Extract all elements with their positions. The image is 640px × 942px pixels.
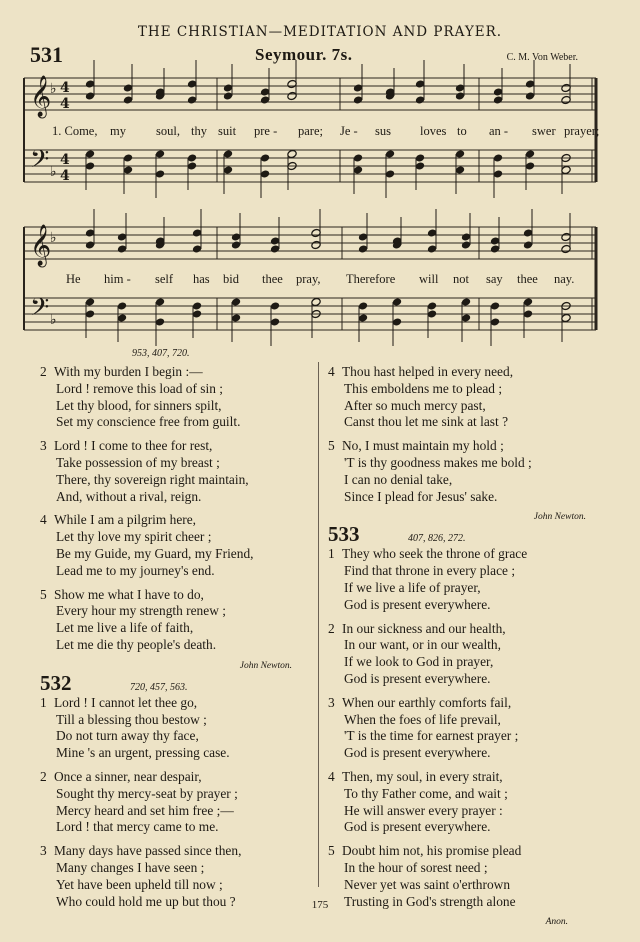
verse-line xyxy=(328,438,598,455)
verse-text: There, thy sovereign right maintain, xyxy=(56,471,249,487)
verse xyxy=(40,364,310,431)
verse-text: Find that throne in every place ; xyxy=(344,563,516,579)
verse-text: He will answer every prayer : xyxy=(344,802,503,818)
running-title: THE CHRISTIAN—MEDITATION AND PRAYER. xyxy=(137,24,503,40)
verse xyxy=(328,769,598,836)
verse-line xyxy=(40,803,310,820)
verse-line xyxy=(40,637,310,654)
right-column xyxy=(328,364,598,927)
verse xyxy=(40,587,310,654)
verse-text: In our sickness and our health, xyxy=(342,620,506,636)
verse-line xyxy=(328,712,598,729)
verse-text: 'T is thy goodness makes me bold ; xyxy=(344,454,532,470)
lyric-syllable: pray, xyxy=(296,272,321,286)
lyric-syllable: Je - xyxy=(340,124,358,138)
verse-number: 2 xyxy=(40,768,47,784)
verse xyxy=(328,364,598,431)
verse-line xyxy=(328,654,598,671)
lyric-syllable: an - xyxy=(489,124,509,138)
verse-text: In the hour of sorest need ; xyxy=(344,859,488,875)
verse-number: 4 xyxy=(40,512,47,528)
verse-text: Lord ! that mercy came to me. xyxy=(56,819,219,835)
verse-line xyxy=(40,843,310,860)
hymn-531-author: John Newton. xyxy=(239,660,292,671)
lyric-syllable: He xyxy=(66,272,81,286)
lyric-syllable: self xyxy=(155,272,174,286)
flat-icon: ♭ xyxy=(50,230,57,246)
verse-line xyxy=(328,637,598,654)
lyric-syllable: will xyxy=(419,272,439,286)
lyric-syllable: soul, xyxy=(156,124,180,138)
verse-text: While I am a pilgrim here, xyxy=(54,512,197,528)
verse-line xyxy=(328,455,598,472)
verse-line xyxy=(328,398,598,415)
verse-line xyxy=(328,877,598,894)
verse-text: No, I must maintain my hold ; xyxy=(342,438,504,454)
verse xyxy=(328,621,598,688)
verse-text: Till a blessing thou bestow ; xyxy=(56,711,207,727)
verse xyxy=(40,769,310,836)
verse-line xyxy=(328,546,598,563)
verse-text: If we live a life of prayer, xyxy=(344,579,481,595)
verse-line xyxy=(328,843,598,860)
verse-line xyxy=(328,597,598,614)
verse-line xyxy=(328,621,598,638)
verse-text: Lord ! remove this load of sin ; xyxy=(56,380,223,396)
lyric-syllable: thee xyxy=(517,272,538,286)
verse-line xyxy=(328,671,598,688)
hymn-531-continued-verses xyxy=(328,364,598,505)
verse-line xyxy=(40,381,310,398)
verse-number: 3 xyxy=(40,843,47,859)
verse-line xyxy=(328,803,598,820)
hymn-533-header xyxy=(328,522,598,546)
verse-text: Doubt him not, his promise plead xyxy=(342,843,522,859)
verse-number: 2 xyxy=(328,620,335,636)
verse-text: God is present everywhere. xyxy=(344,819,491,835)
treble-clef-icon: 𝄞 xyxy=(30,225,52,266)
verse-number: 4 xyxy=(328,364,335,379)
verse-line xyxy=(40,745,310,762)
verse-text: When the foes of life prevail, xyxy=(344,711,501,727)
verse-text: Who could hold me up but thou ? xyxy=(56,893,236,909)
verse-text: Let thy love my spirit cheer ; xyxy=(56,529,212,545)
bass-clef-icon: 𝄢 xyxy=(30,145,50,180)
verse-line xyxy=(328,786,598,803)
verse xyxy=(40,438,310,505)
hymn-532-refs: 720, 457, 563. xyxy=(130,681,188,693)
verse xyxy=(40,695,310,762)
verse-text: Sought thy mercy-seat by prayer ; xyxy=(56,785,238,801)
verse-line xyxy=(40,860,310,877)
lyric-syllable: Therefore xyxy=(346,272,396,286)
verse-text: Do not turn away thy face, xyxy=(56,728,199,744)
verse-text: Lord ! I come to thee for rest, xyxy=(54,438,213,454)
verse-line xyxy=(40,455,310,472)
lyric-syllable: pare; xyxy=(298,124,323,138)
verse-line xyxy=(40,414,310,431)
verse-line xyxy=(40,398,310,415)
hymn-531-number: 531 xyxy=(30,42,63,67)
verse-text: And, without a rival, reign. xyxy=(56,488,202,504)
verse-line xyxy=(40,769,310,786)
verse-line xyxy=(40,563,310,580)
lyric-syllable: prayer; xyxy=(564,124,600,138)
verse-line xyxy=(40,438,310,455)
verse-line xyxy=(328,472,598,489)
verse-text: With my burden I begin :— xyxy=(54,364,203,379)
hymn-533-author: Anon. xyxy=(545,917,568,928)
verse-line xyxy=(40,695,310,712)
lyric-syllable: him - xyxy=(104,272,131,286)
verse-text: Lead me to my journey's end. xyxy=(56,562,215,578)
verse-text: Canst thou let me sink at last ? xyxy=(344,414,509,430)
verse-text: If we look to God in prayer, xyxy=(344,654,494,670)
flat-icon: ♭ xyxy=(50,312,57,328)
tune-name: Seymour. 7s. xyxy=(255,45,353,64)
verse-text: Trusting in God's strength alone xyxy=(344,893,516,909)
verse xyxy=(328,546,598,613)
verse-line xyxy=(40,489,310,506)
page-number: 175 xyxy=(311,899,329,911)
verse-text: Yet have been upheld till now ; xyxy=(56,876,223,892)
verse-text: Let thy blood, for sinners spilt, xyxy=(56,397,222,413)
hymn-531-refs: 953, 407, 720. xyxy=(132,348,190,359)
verse-number: 2 xyxy=(40,364,47,379)
verse-text: I can no denial take, xyxy=(344,471,453,487)
verse-line xyxy=(328,819,598,836)
composer: C. M. Von Weber. xyxy=(506,52,578,63)
lyric-syllable: bid xyxy=(223,272,239,286)
verse-text: Never yet was saint o'erthrown xyxy=(344,876,511,892)
verse-text: God is present everywhere. xyxy=(344,670,491,686)
lyric-syllable: swer xyxy=(532,124,556,138)
verse-number: 5 xyxy=(328,438,335,454)
verse-text: Set my conscience free from guilt. xyxy=(56,414,241,430)
verse-text: In our want, or in our wealth, xyxy=(344,637,501,653)
verse-line xyxy=(328,580,598,597)
hymn-532-verses xyxy=(40,695,310,911)
verse-line xyxy=(328,563,598,580)
verse-text: God is present everywhere. xyxy=(344,745,491,761)
verse-line xyxy=(40,364,310,381)
lyric-syllable: loves xyxy=(420,124,447,138)
verse-line xyxy=(40,512,310,529)
verse-text: Many changes I have seen ; xyxy=(56,859,205,875)
verse-line xyxy=(40,786,310,803)
verse-line xyxy=(40,587,310,604)
verse-text: Thou hast helped in every need, xyxy=(342,364,514,379)
verse-line xyxy=(328,381,598,398)
verse-text: Lord ! I cannot let thee go, xyxy=(54,694,198,710)
lyric-syllable: to xyxy=(457,124,467,138)
hymn-531-author-col2: John Newton. xyxy=(533,512,586,523)
verse-line xyxy=(328,769,598,786)
verse-line xyxy=(40,877,310,894)
lyric-syllable: not xyxy=(453,272,469,286)
verse-text: This emboldens me to plead ; xyxy=(344,380,503,396)
verse-number: 1 xyxy=(40,694,47,710)
hymn-533-number: 533 xyxy=(328,522,360,547)
flat-icon: ♭ xyxy=(50,164,57,180)
time-signature: 4 xyxy=(60,80,70,96)
verse xyxy=(40,512,310,579)
verse-text: Mercy heard and set him free ;— xyxy=(56,802,234,818)
verse xyxy=(328,438,598,505)
verse-line xyxy=(328,745,598,762)
verse-text: After so much mercy past, xyxy=(344,397,486,413)
lyric-syllable: my xyxy=(110,124,126,138)
verse-number: 4 xyxy=(328,768,335,784)
hymn-532-number: 532 xyxy=(40,670,72,695)
hymn-531-verses xyxy=(40,364,310,654)
verse-line xyxy=(328,860,598,877)
verse-line xyxy=(40,529,310,546)
verse-text: When our earthly comforts fail, xyxy=(342,694,512,710)
verse-text: Show me what I have to do, xyxy=(54,586,204,602)
treble-clef-icon: 𝄞 xyxy=(30,76,52,117)
verse-text: Many days have passed since then, xyxy=(54,843,242,859)
lyric-syllable: thee xyxy=(262,272,283,286)
verse-number: 5 xyxy=(328,843,335,859)
verse-number: 1 xyxy=(328,546,335,562)
verse-text: Since I plead for Jesus' sake. xyxy=(344,488,498,504)
lyric-syllable: pre - xyxy=(254,124,278,138)
hymn-532-header xyxy=(40,671,310,695)
hymn-533-refs: 407, 826, 272. xyxy=(408,533,466,545)
verse-text: Then, my soul, in every strait, xyxy=(342,768,503,784)
flat-icon: ♭ xyxy=(50,81,57,97)
bass-clef-icon: 𝄢 xyxy=(30,293,50,328)
music-score xyxy=(0,0,640,360)
time-signature: 4 xyxy=(60,152,70,168)
verse-line xyxy=(40,728,310,745)
verse-line xyxy=(328,728,598,745)
verse-text: Let me die thy people's death. xyxy=(56,636,217,652)
verse-text: Take possession of my breast ; xyxy=(56,454,220,470)
verse-text: Mine 's an urgent, pressing case. xyxy=(56,745,230,761)
column-divider xyxy=(318,362,319,887)
verse-line xyxy=(328,695,598,712)
verse-text: To thy Father come, and wait ; xyxy=(344,785,508,801)
verse-number: 5 xyxy=(40,586,47,602)
verse-line xyxy=(40,546,310,563)
verse-text: Be my Guide, my Guard, my Friend, xyxy=(56,545,254,561)
lyric-syllable: sus xyxy=(375,124,391,138)
verse-text: 'T is the time for earnest prayer ; xyxy=(344,728,519,744)
left-column xyxy=(40,348,310,917)
verse xyxy=(328,695,598,762)
verse-line xyxy=(40,819,310,836)
hymn-533-verses xyxy=(328,546,598,910)
lyric-syllable: has xyxy=(193,272,210,286)
verse-line xyxy=(40,603,310,620)
verse-line xyxy=(328,489,598,506)
lyric-syllable: suit xyxy=(218,124,237,138)
verse-line xyxy=(328,364,598,381)
verse-text: They who seek the throne of grace xyxy=(342,546,528,562)
verse-text: Every hour my strength renew ; xyxy=(56,603,226,619)
lyric-syllable: nay. xyxy=(554,272,575,286)
lyric-syllable: 1. Come, xyxy=(52,124,98,138)
verse-line xyxy=(328,414,598,431)
verse-text: Once a sinner, near despair, xyxy=(54,768,202,784)
time-signature: 4 xyxy=(60,168,70,184)
verse-text: Let me live a life of faith, xyxy=(56,620,194,636)
lyric-syllable: thy xyxy=(191,124,207,138)
verse-number: 3 xyxy=(328,694,335,710)
time-signature: 4 xyxy=(60,96,70,112)
verse-text: God is present everywhere. xyxy=(344,596,491,612)
verse-line xyxy=(40,620,310,637)
verse-line xyxy=(40,472,310,489)
verse-line xyxy=(40,712,310,729)
lyric-syllable: say xyxy=(486,272,503,286)
verse-number: 3 xyxy=(40,438,47,454)
